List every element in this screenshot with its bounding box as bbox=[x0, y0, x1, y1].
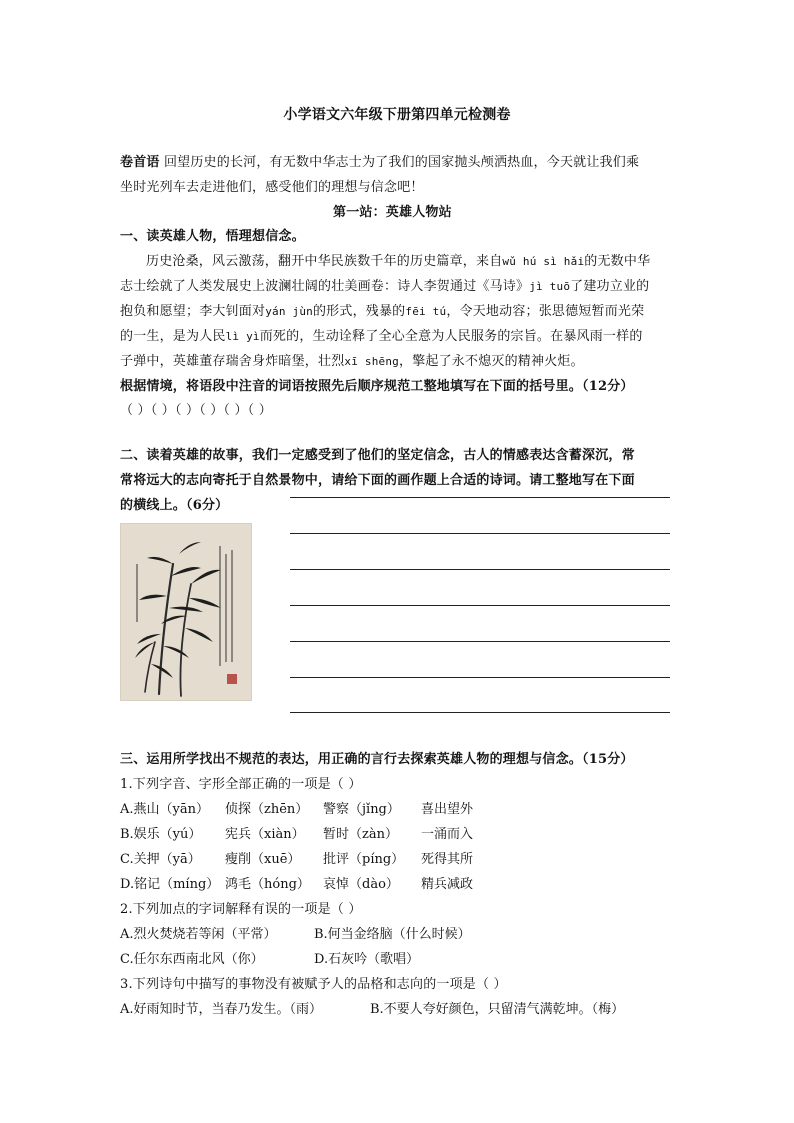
section-1-heading: 一、读英雄人物，悟理想信念。 bbox=[120, 229, 305, 244]
pinyin-6: xī shēng bbox=[344, 355, 399, 368]
answer-line[interactable] bbox=[290, 712, 670, 713]
q1-option-a-word: 警察（jǐng） bbox=[323, 802, 400, 817]
q2-option-c[interactable]: C.任尔东西南北风（你） bbox=[120, 952, 264, 967]
intro-line-2: 坐时光列车去走进他们，感受他们的理想与信念吧！ bbox=[120, 180, 424, 195]
passage-text: 的无数中华 bbox=[584, 254, 651, 269]
q1-option-b-word: 暂时（zàn） bbox=[323, 827, 398, 842]
passage-text: 历史沧桑，风云激荡，翻开中华民族数千年的历史篇章，来自 bbox=[146, 254, 503, 269]
section-2-line-1: 二、读着英雄的故事，我们一定感受到了他们的坚定信念，古人的情感表达含蓄深沉，常 bbox=[120, 448, 635, 463]
intro-line-1 bbox=[120, 154, 639, 172]
answer-line[interactable] bbox=[290, 605, 670, 606]
pinyin-2: jì tuō bbox=[529, 280, 571, 293]
intro-text-1: 回望历史的长河，有无数中华志士为了我们的国家抛头颅洒热血，今天就让我们乘 bbox=[163, 155, 640, 170]
passage-text: 的形式，残暴的 bbox=[312, 304, 406, 319]
bamboo-painting-image bbox=[120, 523, 252, 701]
pinyin-1: wǔ hú sì hǎi bbox=[502, 255, 585, 268]
passage-text: 而死的，生动诠释了全心全意为人民服务的宗旨。在暴风雨一样的 bbox=[259, 329, 643, 344]
pinyin-4: fēi tú bbox=[405, 305, 447, 318]
pinyin-3: yán jùn bbox=[265, 305, 313, 318]
passage-line-1 bbox=[146, 253, 650, 271]
bamboo-ink-icon bbox=[121, 524, 251, 700]
q1-option-a-word[interactable]: A.燕山（yān） bbox=[120, 802, 209, 817]
section-1-instruction: 根据情境，将语段中注音的词语按照先后顺序规范工整地填写在下面的括号里。（12分） bbox=[120, 379, 634, 394]
page-title: 小学语文六年级下册第四单元检测卷 bbox=[283, 107, 511, 123]
q1-option-b-word: 宪兵（xiàn） bbox=[225, 827, 305, 842]
q2-option-b[interactable]: B.何当金络脑（什么时候） bbox=[314, 927, 471, 942]
q1-option-b-word: 一涌而入 bbox=[421, 827, 474, 842]
passage-text: ，擎起了永不熄灭的精神火炬。 bbox=[399, 354, 584, 369]
passage-text: 了建功立业的 bbox=[570, 279, 650, 294]
question-1: 1.下列字音、字形全部正确的一项是（ ） bbox=[120, 777, 362, 792]
q1-option-c-word[interactable]: C.关押（yā） bbox=[120, 852, 201, 867]
answer-line[interactable] bbox=[290, 533, 670, 534]
q2-option-d[interactable]: D.石灰吟（歌唱） bbox=[314, 952, 420, 967]
answer-line[interactable] bbox=[290, 569, 670, 570]
answer-line[interactable] bbox=[290, 641, 670, 642]
passage-text: 的一生，是为人民 bbox=[120, 329, 226, 344]
q1-option-d-word: 鸿毛（hóng） bbox=[225, 877, 310, 892]
passage-line-3 bbox=[120, 303, 644, 321]
passage-text: 抱负和愿望；李大钊面对 bbox=[120, 304, 266, 319]
q1-option-a-word: 喜出望外 bbox=[421, 802, 474, 817]
passage-line-2 bbox=[120, 278, 649, 296]
passage-line-5 bbox=[120, 353, 584, 371]
section-2-line-3: 的横线上。（6分） bbox=[120, 498, 229, 513]
passage-text: 子弹中，英雄董存瑞舍身炸暗堡，壮烈 bbox=[120, 354, 345, 369]
intro-label: 卷首语 bbox=[120, 155, 160, 170]
q2-option-a[interactable]: A.烈火焚烧若等闲（平常） bbox=[120, 927, 277, 942]
q1-option-c-word: 死得其所 bbox=[421, 852, 474, 867]
q1-option-a-word: 侦探（zhēn） bbox=[225, 802, 309, 817]
section-3-heading: 三、运用所学找出不规范的表达，用正确的言行去探索英雄人物的理想与信念。（15分） bbox=[120, 752, 634, 767]
q3-option-b[interactable]: B.不要人夸好颜色，只留清气满乾坤。（梅） bbox=[370, 1002, 625, 1017]
station-title: 第一站：英雄人物站 bbox=[333, 205, 452, 220]
question-2: 2.下列加点的字词解释有误的一项是（ ） bbox=[120, 902, 362, 917]
answer-line[interactable] bbox=[290, 677, 670, 678]
passage-text: 志士绘就了人类发展史上波澜壮阔的壮美画卷：诗人李贺通过《马诗》 bbox=[120, 279, 530, 294]
passage-text: ，令天地动容；张思德短暂而光荣 bbox=[446, 304, 645, 319]
passage-line-4 bbox=[120, 328, 643, 346]
q1-option-c-word: 瘦削（xuē） bbox=[225, 852, 301, 867]
q1-option-d-word: 精兵减政 bbox=[421, 877, 474, 892]
q1-option-c-word: 批评（píng） bbox=[323, 852, 405, 867]
q3-option-a[interactable]: A.好雨知时节，当春乃发生。（雨） bbox=[120, 1002, 323, 1017]
q1-option-d-word[interactable]: D.铭记（míng） bbox=[120, 877, 220, 892]
answer-line[interactable] bbox=[290, 497, 670, 498]
section-2-line-2: 常将远大的志向寄托于自然景物中，请给下面的画作题上合适的诗词。请工整地写在下面 bbox=[120, 473, 635, 488]
answer-brackets[interactable]: （ ）（ ）（ ）（ ）（ ）（ ） bbox=[120, 403, 272, 418]
q1-option-d-word: 哀悼（dào） bbox=[323, 877, 399, 892]
q1-option-b-word[interactable]: B.娱乐（yú） bbox=[120, 827, 202, 842]
question-3: 3.下列诗句中描写的事物没有被赋予人的品格和志向的一项是（ ） bbox=[120, 977, 507, 992]
pinyin-5: lì yì bbox=[225, 330, 260, 343]
